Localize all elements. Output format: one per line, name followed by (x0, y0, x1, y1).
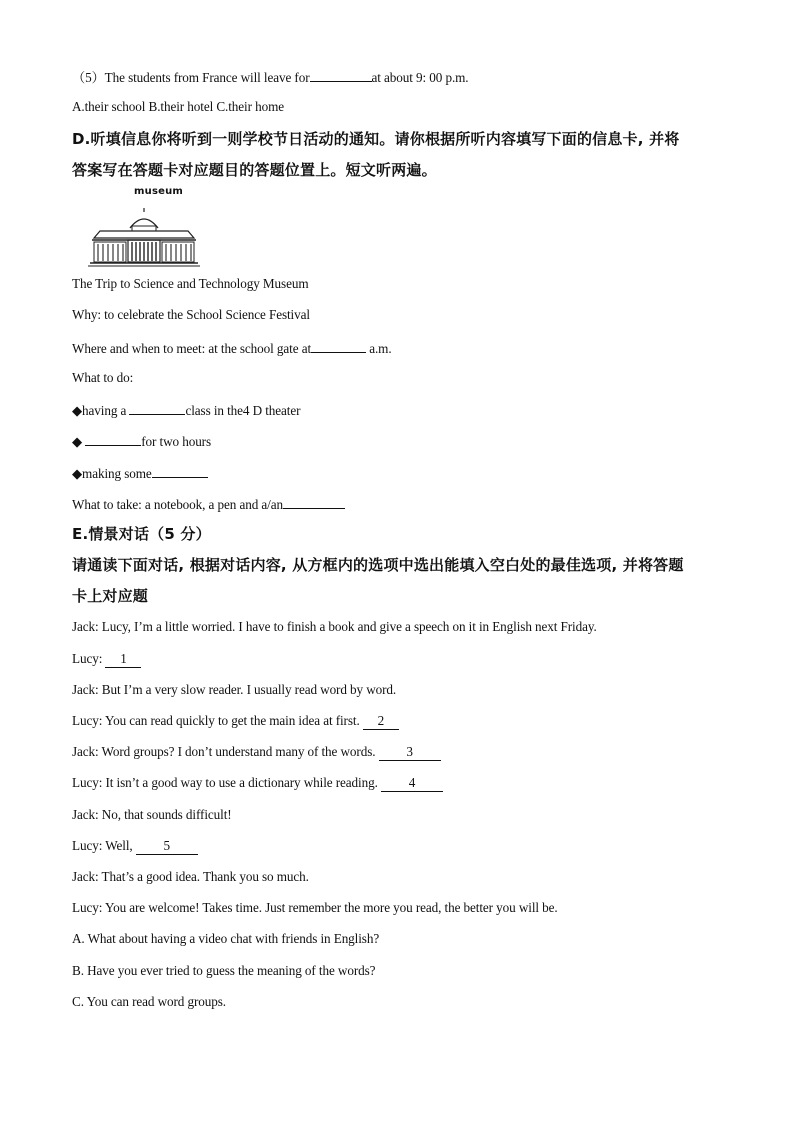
dialogue-line-2-prefix: Lucy: (72, 651, 106, 666)
section-d-heading-line2: 答案写在答题卡对应题目的答题位置上。短文听两遍。 (72, 161, 437, 179)
dialogue-blank-3: 3 (379, 744, 441, 761)
section-d-heading-line1: D.听填信息你将听到一则学校节日活动的通知。请你根据所听内容填写下面的信息卡, 并将 (72, 130, 680, 148)
dialogue-line-3: Jack: But I’m a very slow reader. I usually read word by word. (72, 682, 397, 697)
answer-blank (129, 400, 185, 415)
dialogue-line-7: Jack: No, that sounds difficult! (72, 807, 232, 822)
card-item-2 (72, 431, 211, 451)
option-b: B. Have you ever tried to guess the meaning of the words? (72, 963, 376, 978)
dialogue-blank-4: 4 (381, 775, 443, 792)
card-where-suffix: a.m. (366, 341, 392, 356)
dialogue-line-8 (72, 837, 198, 855)
answer-blank (85, 431, 141, 446)
dialogue-line-4 (72, 712, 399, 730)
dialogue-line-2 (72, 650, 141, 668)
card-take-prefix: What to take: a notebook, a pen and a/an (72, 497, 283, 512)
question-5-suffix: at about 9: 00 p.m. (371, 70, 469, 85)
dialogue-line-5-prefix: Jack: Word groups? I don’t understand many of the words. (72, 744, 379, 759)
dialogue-blank-2: 2 (363, 713, 399, 730)
card-item-3-prefix: ◆making some (72, 466, 152, 481)
museum-illustration (88, 184, 200, 268)
dialogue-line-8-prefix: Lucy: Well, (72, 838, 136, 853)
card-item-1 (72, 400, 300, 420)
museum-building-icon (88, 184, 200, 268)
dialogue-line-6-prefix: Lucy: It isn’t a good way to use a dictionary while reading. (72, 775, 381, 790)
card-item-1-prefix: ◆having a (72, 403, 130, 418)
answer-blank (152, 463, 208, 478)
card-item-2-prefix: ◆ (72, 434, 86, 449)
dialogue-line-1: Jack: Lucy, I’m a little worried. I have to finish a book and give a speech on it in English next Friday. (72, 619, 597, 634)
dialogue-line-4-prefix: Lucy: You can read quickly to get the main idea at first. (72, 713, 363, 728)
dialogue-blank-1: 1 (105, 651, 141, 668)
card-where (72, 338, 392, 358)
section-e-instructions-line2: 卡上对应题 (72, 587, 149, 605)
card-item-3 (72, 463, 208, 483)
question-5-options: A.their school B.their hotel C.their home (72, 99, 284, 114)
answer-blank (283, 494, 345, 509)
dialogue-line-10: Lucy: You are welcome! Takes time. Just remember the more you read, the better you will be. (72, 900, 558, 915)
section-e-instructions-line1: 请通读下面对话, 根据对话内容, 从方框内的选项中选出能填入空白处的最佳选项, 并将答题 (72, 556, 684, 574)
question-5 (72, 67, 469, 87)
card-why: Why: to celebrate the School Science Festival (72, 307, 310, 322)
card-item-1-suffix: class in the4 D theater (185, 403, 301, 418)
card-what-to-do: What to do: (72, 370, 134, 385)
card-take (72, 494, 345, 514)
answer-blank (311, 338, 366, 353)
dialogue-blank-5: 5 (136, 838, 198, 855)
option-a: A. What about having a video chat with friends in English? (72, 931, 380, 946)
dialogue-line-6 (72, 774, 443, 792)
card-where-prefix: Where and when to meet: at the school gate at (72, 341, 312, 356)
dialogue-line-5 (72, 743, 441, 761)
museum-label: museum (134, 186, 184, 197)
card-title: The Trip to Science and Technology Museum (72, 276, 309, 291)
question-5-prefix: （5）The students from France will leave for (72, 70, 310, 85)
option-c: C. You can read word groups. (72, 994, 226, 1009)
section-e-heading: E.情景对话（5 分） (72, 525, 211, 543)
dialogue-line-9: Jack: That’s a good idea. Thank you so much. (72, 869, 309, 884)
card-item-2-suffix: for two hours (141, 434, 212, 449)
answer-blank (310, 67, 372, 82)
